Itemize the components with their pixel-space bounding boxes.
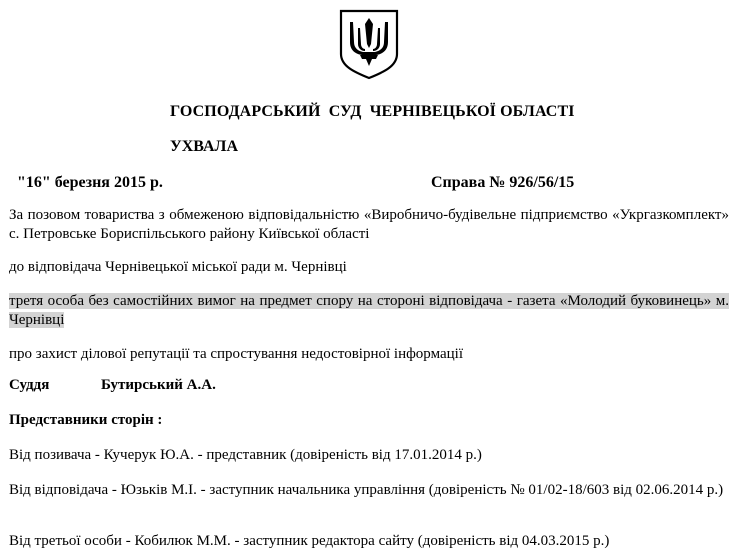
judge-label: Суддя [9,377,50,393]
judge-name: Бутирський А.А. [101,377,216,393]
defendant-paragraph: до відповідача Чернівецької міської ради м. Чернівці [9,259,347,275]
representative-third-party: Від третьої особи - Кобилюк М.М. - заступник редактора сайту (довіреність від 04.03.2015 р.) [9,533,610,549]
third-party-highlight: третя особа без самостійних вимог на предмет спору на стороні відповідача - газета «Молодий буковинець» м. Чернівці [9,293,729,328]
document-type-heading: УХВАЛА [170,138,238,155]
representative-defendant: Від відповідача - Юзьків М.І. - заступник начальника управління (довіреність № 01/02-18/603 від 02.06.2014 р.) [9,482,724,498]
court-name-heading: ГОСПОДАРСЬКИЙ СУД ЧЕРНІВЕЦЬКОЇ ОБЛАСТІ [170,103,575,120]
claimant-paragraph: За позовом товариства з обмеженою відповідальністю «Виробничо-будівельне підприємство «Укргазкомплект» с. Петровське Бориспільського району Київської області [9,207,729,242]
case-number: Справа № 926/56/15 [431,174,575,191]
ruling-date: "16" березня 2015 р. [17,174,163,191]
subject-paragraph: про захист ділової репутації та спростування недостовірної інформації [9,346,463,362]
third-party-paragraph [9,292,729,330]
representative-claimant: Від позивача - Кучерук Ю.А. - представник (довіреність від 17.01.2014 р.) [9,447,482,463]
trident-coat-of-arms-icon [338,8,400,80]
representatives-heading: Представники сторін : [9,412,163,428]
judge-row [9,377,216,394]
